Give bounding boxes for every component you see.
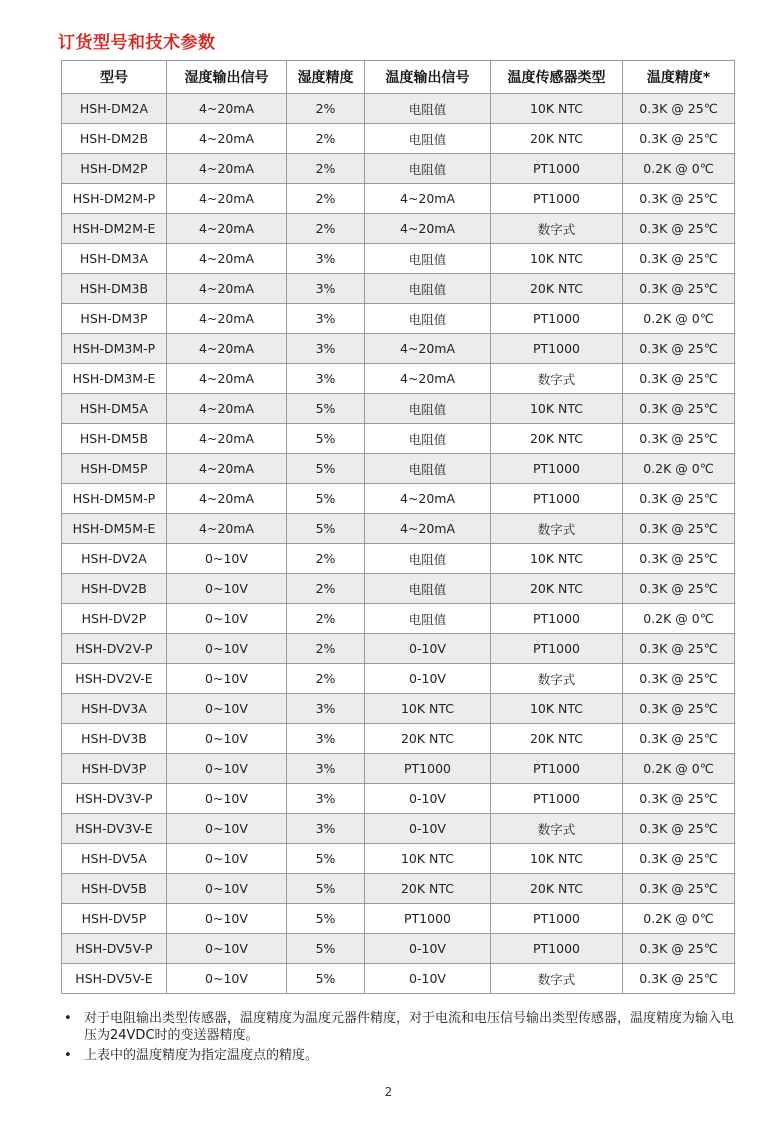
table-row — [62, 454, 735, 484]
cell-temperature-sensor-type: PT1000 — [491, 304, 623, 334]
cell-model: HSH-DV3B — [62, 724, 167, 754]
cell-temperature-accuracy: 0.2K @ 0℃ — [623, 304, 735, 334]
cell-temperature-output: 电阻值 — [365, 454, 491, 484]
cell-humidity-accuracy: 3% — [287, 754, 365, 784]
table-row — [62, 544, 735, 574]
cell-temperature-output: 10K NTC — [365, 844, 491, 874]
table-row — [62, 754, 735, 784]
bullet: • — [64, 1048, 72, 1063]
cell-model: HSH-DM5M-E — [62, 514, 167, 544]
cell-temperature-sensor-type: 20K NTC — [491, 274, 623, 304]
cell-temperature-output: 0-10V — [365, 784, 491, 814]
cell-temperature-sensor-type: PT1000 — [491, 604, 623, 634]
cell-temperature-output: 4~20mA — [365, 484, 491, 514]
cell-model: HSH-DV5B — [62, 874, 167, 904]
cell-temperature-accuracy: 0.3K @ 25℃ — [623, 544, 735, 574]
page-number: 2 — [384, 1085, 393, 1099]
cell-humidity-output: 4~20mA — [167, 484, 287, 514]
cell-humidity-accuracy: 2% — [287, 604, 365, 634]
cell-temperature-sensor-type: 数字式 — [491, 214, 623, 244]
cell-temperature-output: 电阻值 — [365, 154, 491, 184]
cell-temperature-sensor-type: PT1000 — [491, 784, 623, 814]
cell-humidity-accuracy: 3% — [287, 274, 365, 304]
cell-temperature-sensor-type: 数字式 — [491, 964, 623, 994]
table-row — [62, 514, 735, 544]
cell-humidity-output: 4~20mA — [167, 334, 287, 364]
cell-temperature-sensor-type: 10K NTC — [491, 544, 623, 574]
cell-temperature-sensor-type: 数字式 — [491, 664, 623, 694]
cell-humidity-accuracy: 3% — [287, 814, 365, 844]
cell-humidity-output: 0~10V — [167, 664, 287, 694]
cell-humidity-accuracy: 5% — [287, 874, 365, 904]
table-row — [62, 184, 735, 214]
table-row — [62, 844, 735, 874]
table-row — [62, 874, 735, 904]
cell-temperature-output: 4~20mA — [365, 184, 491, 214]
cell-temperature-accuracy: 0.3K @ 25℃ — [623, 874, 735, 904]
cell-humidity-accuracy: 5% — [287, 934, 365, 964]
cell-temperature-sensor-type: 20K NTC — [491, 724, 623, 754]
cell-temperature-output: 电阻值 — [365, 604, 491, 634]
cell-temperature-output: 电阻值 — [365, 274, 491, 304]
cell-temperature-accuracy: 0.3K @ 25℃ — [623, 244, 735, 274]
cell-humidity-output: 4~20mA — [167, 364, 287, 394]
table-row — [62, 274, 735, 304]
cell-humidity-output: 0~10V — [167, 904, 287, 934]
cell-humidity-output: 0~10V — [167, 634, 287, 664]
cell-temperature-sensor-type: PT1000 — [491, 934, 623, 964]
cell-humidity-accuracy: 3% — [287, 364, 365, 394]
cell-humidity-accuracy: 5% — [287, 844, 365, 874]
cell-temperature-output: 电阻值 — [365, 544, 491, 574]
cell-temperature-output: 电阻值 — [365, 304, 491, 334]
note-item — [64, 1010, 734, 1044]
bullet: • — [64, 1011, 72, 1026]
cell-humidity-output: 0~10V — [167, 604, 287, 634]
cell-humidity-accuracy: 3% — [287, 784, 365, 814]
cell-humidity-output: 0~10V — [167, 724, 287, 754]
cell-temperature-output: 20K NTC — [365, 874, 491, 904]
table-row — [62, 244, 735, 274]
cell-humidity-accuracy: 3% — [287, 244, 365, 274]
cell-model: HSH-DM3M-E — [62, 364, 167, 394]
header-temperature-sensor-type: 温度传感器类型 — [491, 61, 623, 94]
table-row — [62, 334, 735, 364]
table-row — [62, 814, 735, 844]
cell-model: HSH-DV2A — [62, 544, 167, 574]
cell-temperature-sensor-type: PT1000 — [491, 754, 623, 784]
cell-temperature-accuracy: 0.2K @ 0℃ — [623, 154, 735, 184]
cell-temperature-output: 电阻值 — [365, 124, 491, 154]
cell-temperature-sensor-type: 10K NTC — [491, 394, 623, 424]
cell-temperature-accuracy: 0.2K @ 0℃ — [623, 604, 735, 634]
table-row — [62, 154, 735, 184]
cell-humidity-output: 0~10V — [167, 934, 287, 964]
cell-humidity-accuracy: 5% — [287, 514, 365, 544]
cell-temperature-accuracy: 0.3K @ 25℃ — [623, 214, 735, 244]
cell-model: HSH-DM3B — [62, 274, 167, 304]
cell-temperature-accuracy: 0.3K @ 25℃ — [623, 694, 735, 724]
cell-temperature-sensor-type: 10K NTC — [491, 244, 623, 274]
cell-humidity-accuracy: 5% — [287, 424, 365, 454]
cell-humidity-accuracy: 3% — [287, 694, 365, 724]
cell-model: HSH-DM5M-P — [62, 484, 167, 514]
table-row — [62, 784, 735, 814]
cell-temperature-sensor-type: PT1000 — [491, 484, 623, 514]
cell-humidity-accuracy: 2% — [287, 124, 365, 154]
cell-temperature-output: PT1000 — [365, 754, 491, 784]
cell-humidity-output: 4~20mA — [167, 274, 287, 304]
table-row — [62, 94, 735, 124]
cell-temperature-output: 0-10V — [365, 664, 491, 694]
cell-humidity-accuracy: 3% — [287, 304, 365, 334]
cell-temperature-sensor-type: PT1000 — [491, 334, 623, 364]
cell-temperature-accuracy: 0.3K @ 25℃ — [623, 934, 735, 964]
cell-temperature-output: 电阻值 — [365, 94, 491, 124]
cell-humidity-output: 4~20mA — [167, 514, 287, 544]
cell-model: HSH-DV5V-E — [62, 964, 167, 994]
cell-temperature-sensor-type: 数字式 — [491, 364, 623, 394]
cell-temperature-accuracy: 0.2K @ 0℃ — [623, 904, 735, 934]
cell-temperature-sensor-type: 10K NTC — [491, 94, 623, 124]
cell-temperature-output: 0-10V — [365, 934, 491, 964]
cell-temperature-sensor-type: 10K NTC — [491, 844, 623, 874]
cell-temperature-accuracy: 0.2K @ 0℃ — [623, 754, 735, 784]
cell-temperature-output: 0-10V — [365, 964, 491, 994]
cell-humidity-accuracy: 5% — [287, 904, 365, 934]
cell-model: HSH-DM3P — [62, 304, 167, 334]
notes — [64, 1010, 734, 1067]
cell-temperature-sensor-type: PT1000 — [491, 454, 623, 484]
table-row — [62, 364, 735, 394]
table-row — [62, 604, 735, 634]
cell-temperature-accuracy: 0.3K @ 25℃ — [623, 394, 735, 424]
cell-model: HSH-DM5B — [62, 424, 167, 454]
table-row — [62, 394, 735, 424]
header-humidity-output: 湿度输出信号 — [167, 61, 287, 94]
cell-model: HSH-DV5P — [62, 904, 167, 934]
cell-humidity-accuracy: 2% — [287, 94, 365, 124]
cell-humidity-output: 4~20mA — [167, 244, 287, 274]
cell-humidity-output: 0~10V — [167, 754, 287, 784]
cell-humidity-output: 0~10V — [167, 874, 287, 904]
cell-temperature-output: 电阻值 — [365, 424, 491, 454]
cell-temperature-accuracy: 0.3K @ 25℃ — [623, 784, 735, 814]
cell-humidity-output: 0~10V — [167, 844, 287, 874]
cell-humidity-accuracy: 3% — [287, 724, 365, 754]
cell-temperature-output: 电阻值 — [365, 244, 491, 274]
cell-temperature-accuracy: 0.2K @ 0℃ — [623, 454, 735, 484]
cell-humidity-accuracy: 2% — [287, 664, 365, 694]
cell-humidity-output: 4~20mA — [167, 304, 287, 334]
cell-temperature-accuracy: 0.3K @ 25℃ — [623, 94, 735, 124]
cell-model: HSH-DM3A — [62, 244, 167, 274]
table-row — [62, 484, 735, 514]
header-humidity-accuracy: 湿度精度 — [287, 61, 365, 94]
cell-humidity-output: 4~20mA — [167, 124, 287, 154]
cell-temperature-accuracy: 0.3K @ 25℃ — [623, 424, 735, 454]
cell-temperature-accuracy: 0.3K @ 25℃ — [623, 574, 735, 604]
cell-temperature-accuracy: 0.3K @ 25℃ — [623, 664, 735, 694]
cell-humidity-output: 4~20mA — [167, 184, 287, 214]
cell-temperature-output: 电阻值 — [365, 574, 491, 604]
cell-model: HSH-DM5P — [62, 454, 167, 484]
cell-humidity-accuracy: 2% — [287, 184, 365, 214]
cell-model: HSH-DM2A — [62, 94, 167, 124]
header-model: 型号 — [62, 61, 167, 94]
note-text: 上表中的温度精度为指定温度点的精度。 — [84, 1048, 319, 1063]
cell-humidity-output: 4~20mA — [167, 424, 287, 454]
cell-humidity-output: 0~10V — [167, 814, 287, 844]
table-row — [62, 634, 735, 664]
cell-humidity-accuracy: 2% — [287, 544, 365, 574]
cell-temperature-sensor-type: 20K NTC — [491, 574, 623, 604]
cell-model: HSH-DV2P — [62, 604, 167, 634]
cell-temperature-output: 0-10V — [365, 814, 491, 844]
table-row — [62, 964, 735, 994]
cell-humidity-accuracy: 5% — [287, 484, 365, 514]
cell-temperature-output: 4~20mA — [365, 364, 491, 394]
cell-model: HSH-DV3A — [62, 694, 167, 724]
cell-humidity-accuracy: 5% — [287, 394, 365, 424]
cell-temperature-accuracy: 0.3K @ 25℃ — [623, 964, 735, 994]
cell-temperature-accuracy: 0.3K @ 25℃ — [623, 334, 735, 364]
cell-temperature-sensor-type: PT1000 — [491, 154, 623, 184]
cell-temperature-output: 4~20mA — [365, 514, 491, 544]
table-row — [62, 904, 735, 934]
cell-humidity-output: 0~10V — [167, 694, 287, 724]
cell-temperature-sensor-type: PT1000 — [491, 904, 623, 934]
table-row — [62, 724, 735, 754]
table-row — [62, 664, 735, 694]
header-temperature-output: 温度输出信号 — [365, 61, 491, 94]
cell-model: HSH-DV5V-P — [62, 934, 167, 964]
cell-humidity-output: 0~10V — [167, 574, 287, 604]
cell-humidity-accuracy: 2% — [287, 154, 365, 184]
cell-humidity-accuracy: 2% — [287, 214, 365, 244]
cell-temperature-sensor-type: 20K NTC — [491, 124, 623, 154]
table-body — [62, 94, 735, 994]
cell-temperature-accuracy: 0.3K @ 25℃ — [623, 724, 735, 754]
cell-model: HSH-DM5A — [62, 394, 167, 424]
cell-humidity-output: 0~10V — [167, 784, 287, 814]
cell-temperature-accuracy: 0.3K @ 25℃ — [623, 514, 735, 544]
cell-model: HSH-DV3V-P — [62, 784, 167, 814]
note-item — [64, 1047, 734, 1064]
cell-temperature-accuracy: 0.3K @ 25℃ — [623, 364, 735, 394]
cell-temperature-accuracy: 0.3K @ 25℃ — [623, 184, 735, 214]
note-text: 对于电阻输出类型传感器，温度精度为温度元器件精度，对于电流和电压信号输出类型传感器，温度精度为输入电压为24VDC时的变送器精度。 — [84, 1011, 735, 1043]
cell-temperature-sensor-type: 数字式 — [491, 814, 623, 844]
cell-humidity-output: 0~10V — [167, 544, 287, 574]
cell-humidity-output: 4~20mA — [167, 154, 287, 184]
cell-model: HSH-DV2V-E — [62, 664, 167, 694]
cell-temperature-accuracy: 0.3K @ 25℃ — [623, 814, 735, 844]
cell-humidity-output: 0~10V — [167, 964, 287, 994]
cell-model: HSH-DM2P — [62, 154, 167, 184]
table-row — [62, 694, 735, 724]
cell-temperature-accuracy: 0.3K @ 25℃ — [623, 484, 735, 514]
cell-humidity-accuracy: 2% — [287, 634, 365, 664]
table-row — [62, 214, 735, 244]
cell-humidity-output: 4~20mA — [167, 394, 287, 424]
table-row — [62, 934, 735, 964]
cell-temperature-accuracy: 0.3K @ 25℃ — [623, 124, 735, 154]
cell-model: HSH-DM2B — [62, 124, 167, 154]
cell-model: HSH-DV3V-E — [62, 814, 167, 844]
cell-temperature-output: 20K NTC — [365, 724, 491, 754]
cell-temperature-accuracy: 0.3K @ 25℃ — [623, 274, 735, 304]
table-row — [62, 124, 735, 154]
cell-humidity-accuracy: 3% — [287, 334, 365, 364]
cell-temperature-sensor-type: 20K NTC — [491, 424, 623, 454]
cell-humidity-output: 4~20mA — [167, 454, 287, 484]
cell-temperature-output: 0-10V — [365, 634, 491, 664]
cell-temperature-accuracy: 0.3K @ 25℃ — [623, 634, 735, 664]
cell-model: HSH-DV5A — [62, 844, 167, 874]
cell-temperature-sensor-type: 数字式 — [491, 514, 623, 544]
header-temperature-accuracy: 温度精度* — [623, 61, 735, 94]
cell-model: HSH-DV3P — [62, 754, 167, 784]
section-title: 订货型号和技术参数 — [58, 33, 216, 53]
cell-model: HSH-DM2M-E — [62, 214, 167, 244]
table-row — [62, 304, 735, 334]
cell-temperature-sensor-type: 10K NTC — [491, 694, 623, 724]
cell-humidity-accuracy: 5% — [287, 964, 365, 994]
cell-humidity-output: 4~20mA — [167, 94, 287, 124]
cell-temperature-output: 电阻值 — [365, 394, 491, 424]
cell-temperature-output: 4~20mA — [365, 334, 491, 364]
cell-humidity-accuracy: 2% — [287, 574, 365, 604]
cell-humidity-output: 4~20mA — [167, 214, 287, 244]
cell-model: HSH-DM3M-P — [62, 334, 167, 364]
cell-temperature-sensor-type: PT1000 — [491, 184, 623, 214]
cell-temperature-output: PT1000 — [365, 904, 491, 934]
cell-temperature-sensor-type: PT1000 — [491, 634, 623, 664]
cell-temperature-output: 10K NTC — [365, 694, 491, 724]
cell-temperature-accuracy: 0.3K @ 25℃ — [623, 844, 735, 874]
cell-model: HSH-DV2B — [62, 574, 167, 604]
table-header-row — [62, 61, 735, 94]
table-row — [62, 574, 735, 604]
spec-table — [61, 60, 735, 994]
cell-model: HSH-DM2M-P — [62, 184, 167, 214]
cell-model: HSH-DV2V-P — [62, 634, 167, 664]
cell-humidity-accuracy: 5% — [287, 454, 365, 484]
table-row — [62, 424, 735, 454]
cell-temperature-sensor-type: 20K NTC — [491, 874, 623, 904]
cell-temperature-output: 4~20mA — [365, 214, 491, 244]
